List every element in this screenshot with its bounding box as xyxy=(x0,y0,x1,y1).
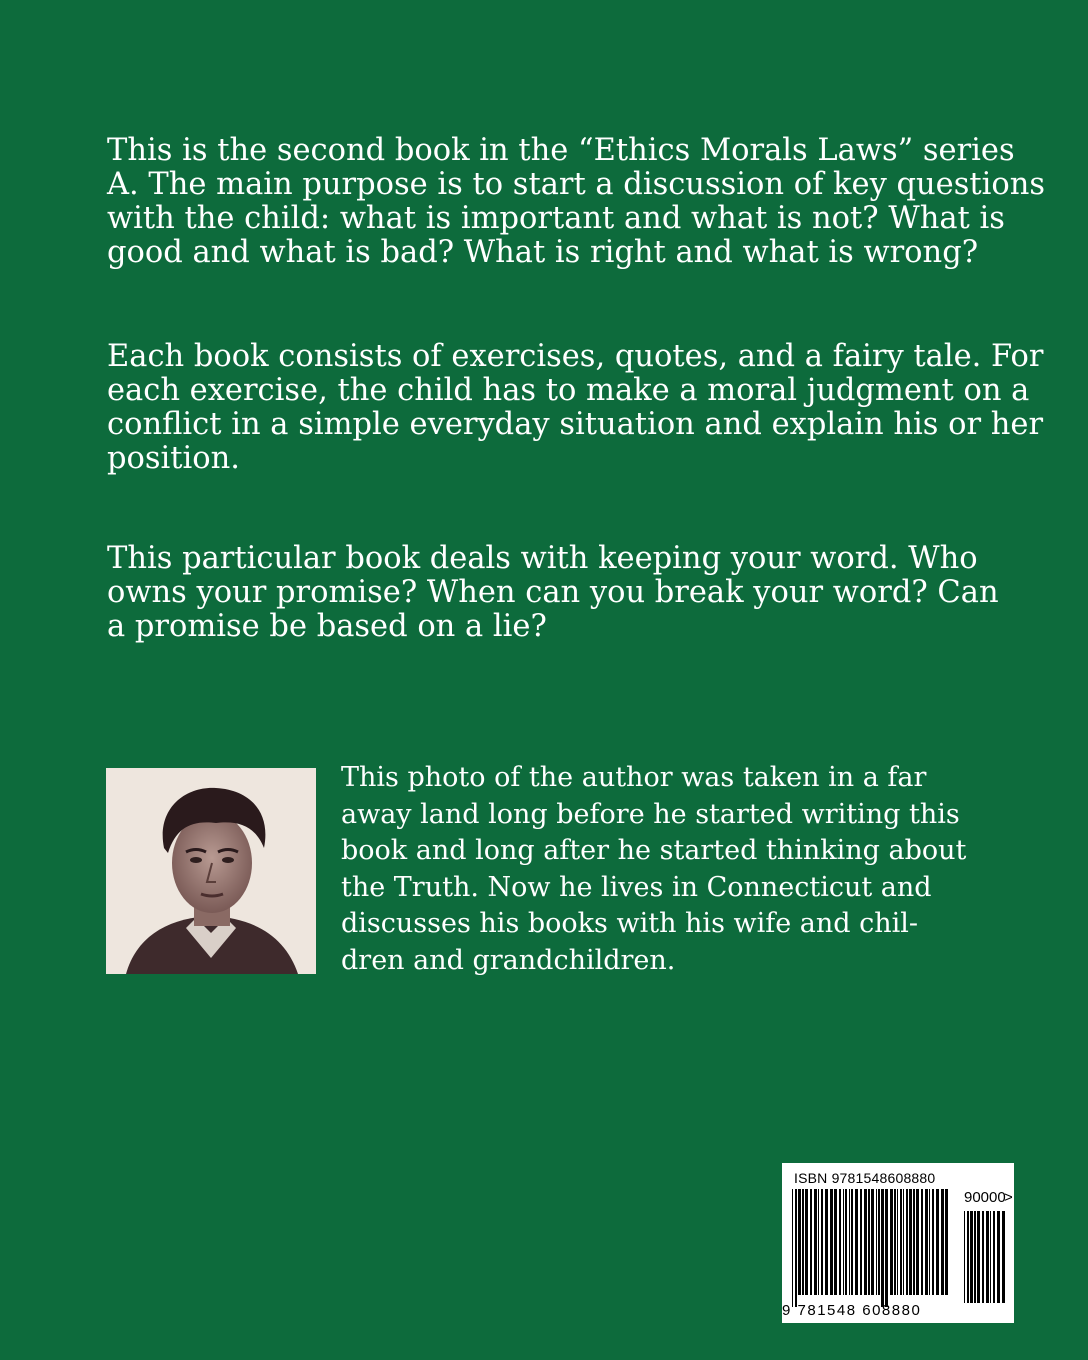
barcode-bar xyxy=(802,1189,804,1295)
barcode-bar xyxy=(876,1189,877,1295)
barcode-bar xyxy=(849,1189,850,1295)
text-line: Each book consists of exercises, quotes, and a fairy tale. For xyxy=(107,339,1044,374)
text-line: with the child: what is important and what is not? What is xyxy=(107,201,1005,236)
author-photo xyxy=(106,768,316,974)
text-line: owns your promise? When can you break your word? Can xyxy=(107,575,999,610)
barcode-bar xyxy=(900,1189,902,1295)
barcode-bar xyxy=(974,1211,976,1303)
barcode-bar xyxy=(885,1189,888,1307)
barcode-bar xyxy=(941,1189,944,1295)
bio-line: away land long before he started writing this xyxy=(341,798,960,830)
barcode-bar xyxy=(897,1189,898,1295)
bio-line: This photo of the author was taken in a far xyxy=(341,762,927,793)
barcode-bar xyxy=(839,1189,841,1295)
barcode-bar xyxy=(936,1189,939,1295)
barcode-bar xyxy=(845,1189,847,1295)
text-line: position. xyxy=(107,441,241,476)
barcode-bar xyxy=(878,1189,880,1295)
author-bio xyxy=(341,760,991,979)
barcode-bar xyxy=(834,1189,837,1295)
barcode-bar xyxy=(890,1189,893,1295)
barcode-bar xyxy=(997,1211,1000,1303)
barcode-bar xyxy=(843,1189,844,1295)
barcode-bar xyxy=(977,1211,980,1303)
barcode-bar xyxy=(1002,1211,1005,1303)
barcode-bar xyxy=(864,1189,867,1295)
barcode-bar xyxy=(993,1211,995,1303)
barcode-bar xyxy=(851,1189,853,1295)
barcode-bar xyxy=(795,1189,797,1307)
barcode-bar xyxy=(805,1189,808,1295)
barcode-bar xyxy=(825,1189,828,1295)
barcode-bar xyxy=(868,1189,870,1295)
barcode-bar xyxy=(909,1189,912,1295)
barcode-bar xyxy=(871,1189,874,1295)
barcode-bar xyxy=(798,1189,801,1295)
barcode-bar xyxy=(945,1189,948,1295)
description-paragraph-3 xyxy=(107,542,997,644)
isbn-digits: 9 781548 608880 xyxy=(782,1302,922,1319)
barcode-bar xyxy=(967,1211,969,1303)
barcode-bar xyxy=(986,1211,989,1303)
barcode-bar xyxy=(810,1189,812,1295)
barcode-bar xyxy=(860,1189,862,1295)
price-code: 90000 xyxy=(964,1189,1006,1206)
barcode-bar xyxy=(964,1211,965,1303)
barcode-bar xyxy=(792,1189,793,1307)
text-line: a promise be based on a lie? xyxy=(107,609,547,644)
barcode-bar xyxy=(881,1189,884,1307)
author-portrait-icon xyxy=(106,768,316,974)
text-line: This is the second book in the “Ethics Morals Laws” series xyxy=(107,133,1015,168)
bio-line: dren and grandchildren. xyxy=(341,944,676,976)
bio-line: the Truth. Now he lives in Connecticut and xyxy=(341,871,932,903)
text-line: A. The main purpose is to start a discussion of key questions xyxy=(107,167,1046,202)
addon-barcode-bars xyxy=(964,1211,1008,1315)
barcode-bar xyxy=(990,1211,991,1303)
barcode-bar xyxy=(821,1189,823,1295)
description-paragraph-1 xyxy=(107,133,1046,270)
barcode-bar xyxy=(916,1189,919,1295)
description-paragraph-2 xyxy=(107,339,1044,476)
isbn-barcode xyxy=(782,1163,1014,1323)
text-line: good and what is bad? What is right and what is wrong? xyxy=(107,235,979,270)
price-arrow: > xyxy=(1004,1189,1013,1206)
barcode-bar xyxy=(830,1189,833,1295)
barcode-bar xyxy=(894,1189,896,1295)
barcode-bar xyxy=(913,1189,915,1295)
barcode-bar xyxy=(932,1189,934,1295)
barcode-bar xyxy=(929,1189,930,1295)
text-line: conflict in a simple everyday situation and explain his or her xyxy=(107,407,1044,442)
barcode-bar xyxy=(906,1189,908,1295)
barcode-bar xyxy=(814,1189,817,1295)
barcode-bar xyxy=(903,1189,904,1295)
isbn-label: ISBN 9781548608880 xyxy=(794,1170,936,1186)
barcode-bar xyxy=(925,1189,928,1295)
barcode-bar xyxy=(855,1189,858,1295)
barcode-bar xyxy=(818,1189,819,1295)
bio-line: book and long after he started thinking about xyxy=(341,835,967,866)
barcode-bar xyxy=(921,1189,923,1295)
barcode-bar xyxy=(970,1211,973,1303)
barcode-bar xyxy=(982,1211,984,1303)
bio-line: discusses his books with his wife and chil- xyxy=(341,908,919,939)
barcode-bars xyxy=(792,1189,952,1307)
text-line: each exercise, the child has to make a moral judgment on a xyxy=(107,373,1030,408)
text-line: This particular book deals with keeping your word. Who xyxy=(107,541,978,576)
